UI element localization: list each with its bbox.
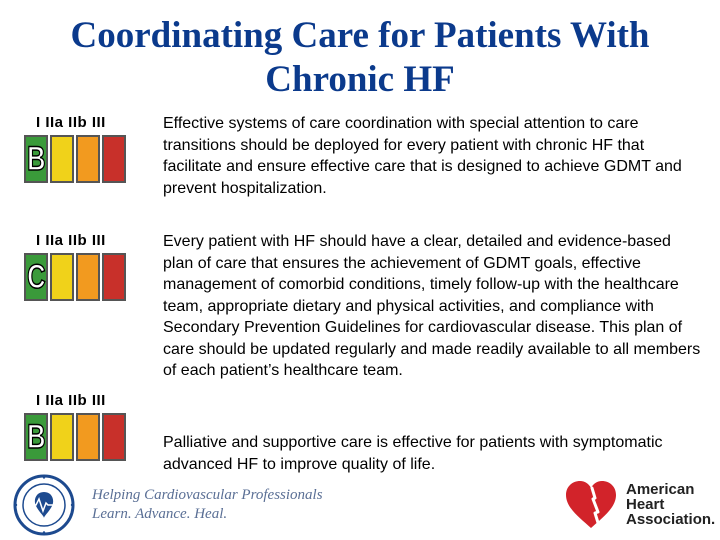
aha-line-2: Heart: [626, 495, 665, 513]
aha-branding: [562, 478, 715, 530]
acc-seal-logo: [6, 474, 82, 536]
class-III-box: [102, 413, 126, 461]
level-of-evidence: B: [26, 140, 46, 178]
class-labels: I IIa IIb III: [36, 232, 106, 249]
class-boxes: [24, 253, 134, 301]
aha-line-3: Association.: [626, 510, 716, 528]
class-I-box: [24, 253, 48, 301]
aha-wordmark: [626, 482, 715, 527]
level-of-evidence: B: [26, 418, 46, 456]
class-labels: I IIa IIb III: [36, 114, 106, 131]
recommendation-class-badge-1: [24, 114, 134, 183]
class-boxes: [24, 135, 134, 183]
acc-tagline: [92, 486, 323, 524]
recommendation-text-1: Effective systems of care coordination with special attention to care transitions should be deployed for every patient with chronic HF that facilitate and ensure effective care that is designed to achieve GDMT and prevent hospitalization.: [163, 115, 682, 197]
acc-tagline-line-2: Learn. Advance. Heal.: [92, 506, 228, 522]
class-IIa-box: [50, 135, 74, 183]
acc-tagline-line-1: Helping Cardiovascular Professionals: [92, 487, 323, 503]
recommendation-text-3: Palliative and supportive care is effective for patients with symptomatic advanced HF to improve quality of life.: [163, 434, 663, 473]
aha-heart-torch-icon: [562, 478, 620, 530]
class-I-box: [24, 135, 48, 183]
recommendation-text-2: Every patient with HF should have a clear, detailed and evidence-based plan of care that ensures the achievement of GDMT goals, effective management of comorbid conditions, timely follow-up with the healthcare team, appropriate dietary and physical activities, and compliance with Secondary Prevention Guidelines for cardiovascular disease. This plan of care should be updated regularly and made readily available to all members of each patient’s healthcare team.: [163, 233, 701, 379]
class-IIb-box: [76, 413, 100, 461]
class-IIb-box: [76, 253, 100, 301]
recommendation-class-badge-2: [24, 232, 134, 301]
class-boxes: [24, 413, 134, 461]
title-line-2: Chronic HF: [265, 59, 455, 100]
class-IIa-box: [50, 413, 74, 461]
level-of-evidence: C: [26, 258, 46, 296]
recommendation-class-badge-3: [24, 392, 134, 461]
class-labels: I IIa IIb III: [36, 392, 106, 409]
page-title: [20, 14, 700, 102]
class-IIa-box: [50, 253, 74, 301]
title-line-1: Coordinating Care for Patients With: [70, 15, 650, 56]
acc-branding: [6, 474, 323, 536]
class-I-box: [24, 413, 48, 461]
aha-line-1: American: [626, 480, 695, 498]
class-III-box: [102, 135, 126, 183]
class-IIb-box: [76, 135, 100, 183]
class-III-box: [102, 253, 126, 301]
